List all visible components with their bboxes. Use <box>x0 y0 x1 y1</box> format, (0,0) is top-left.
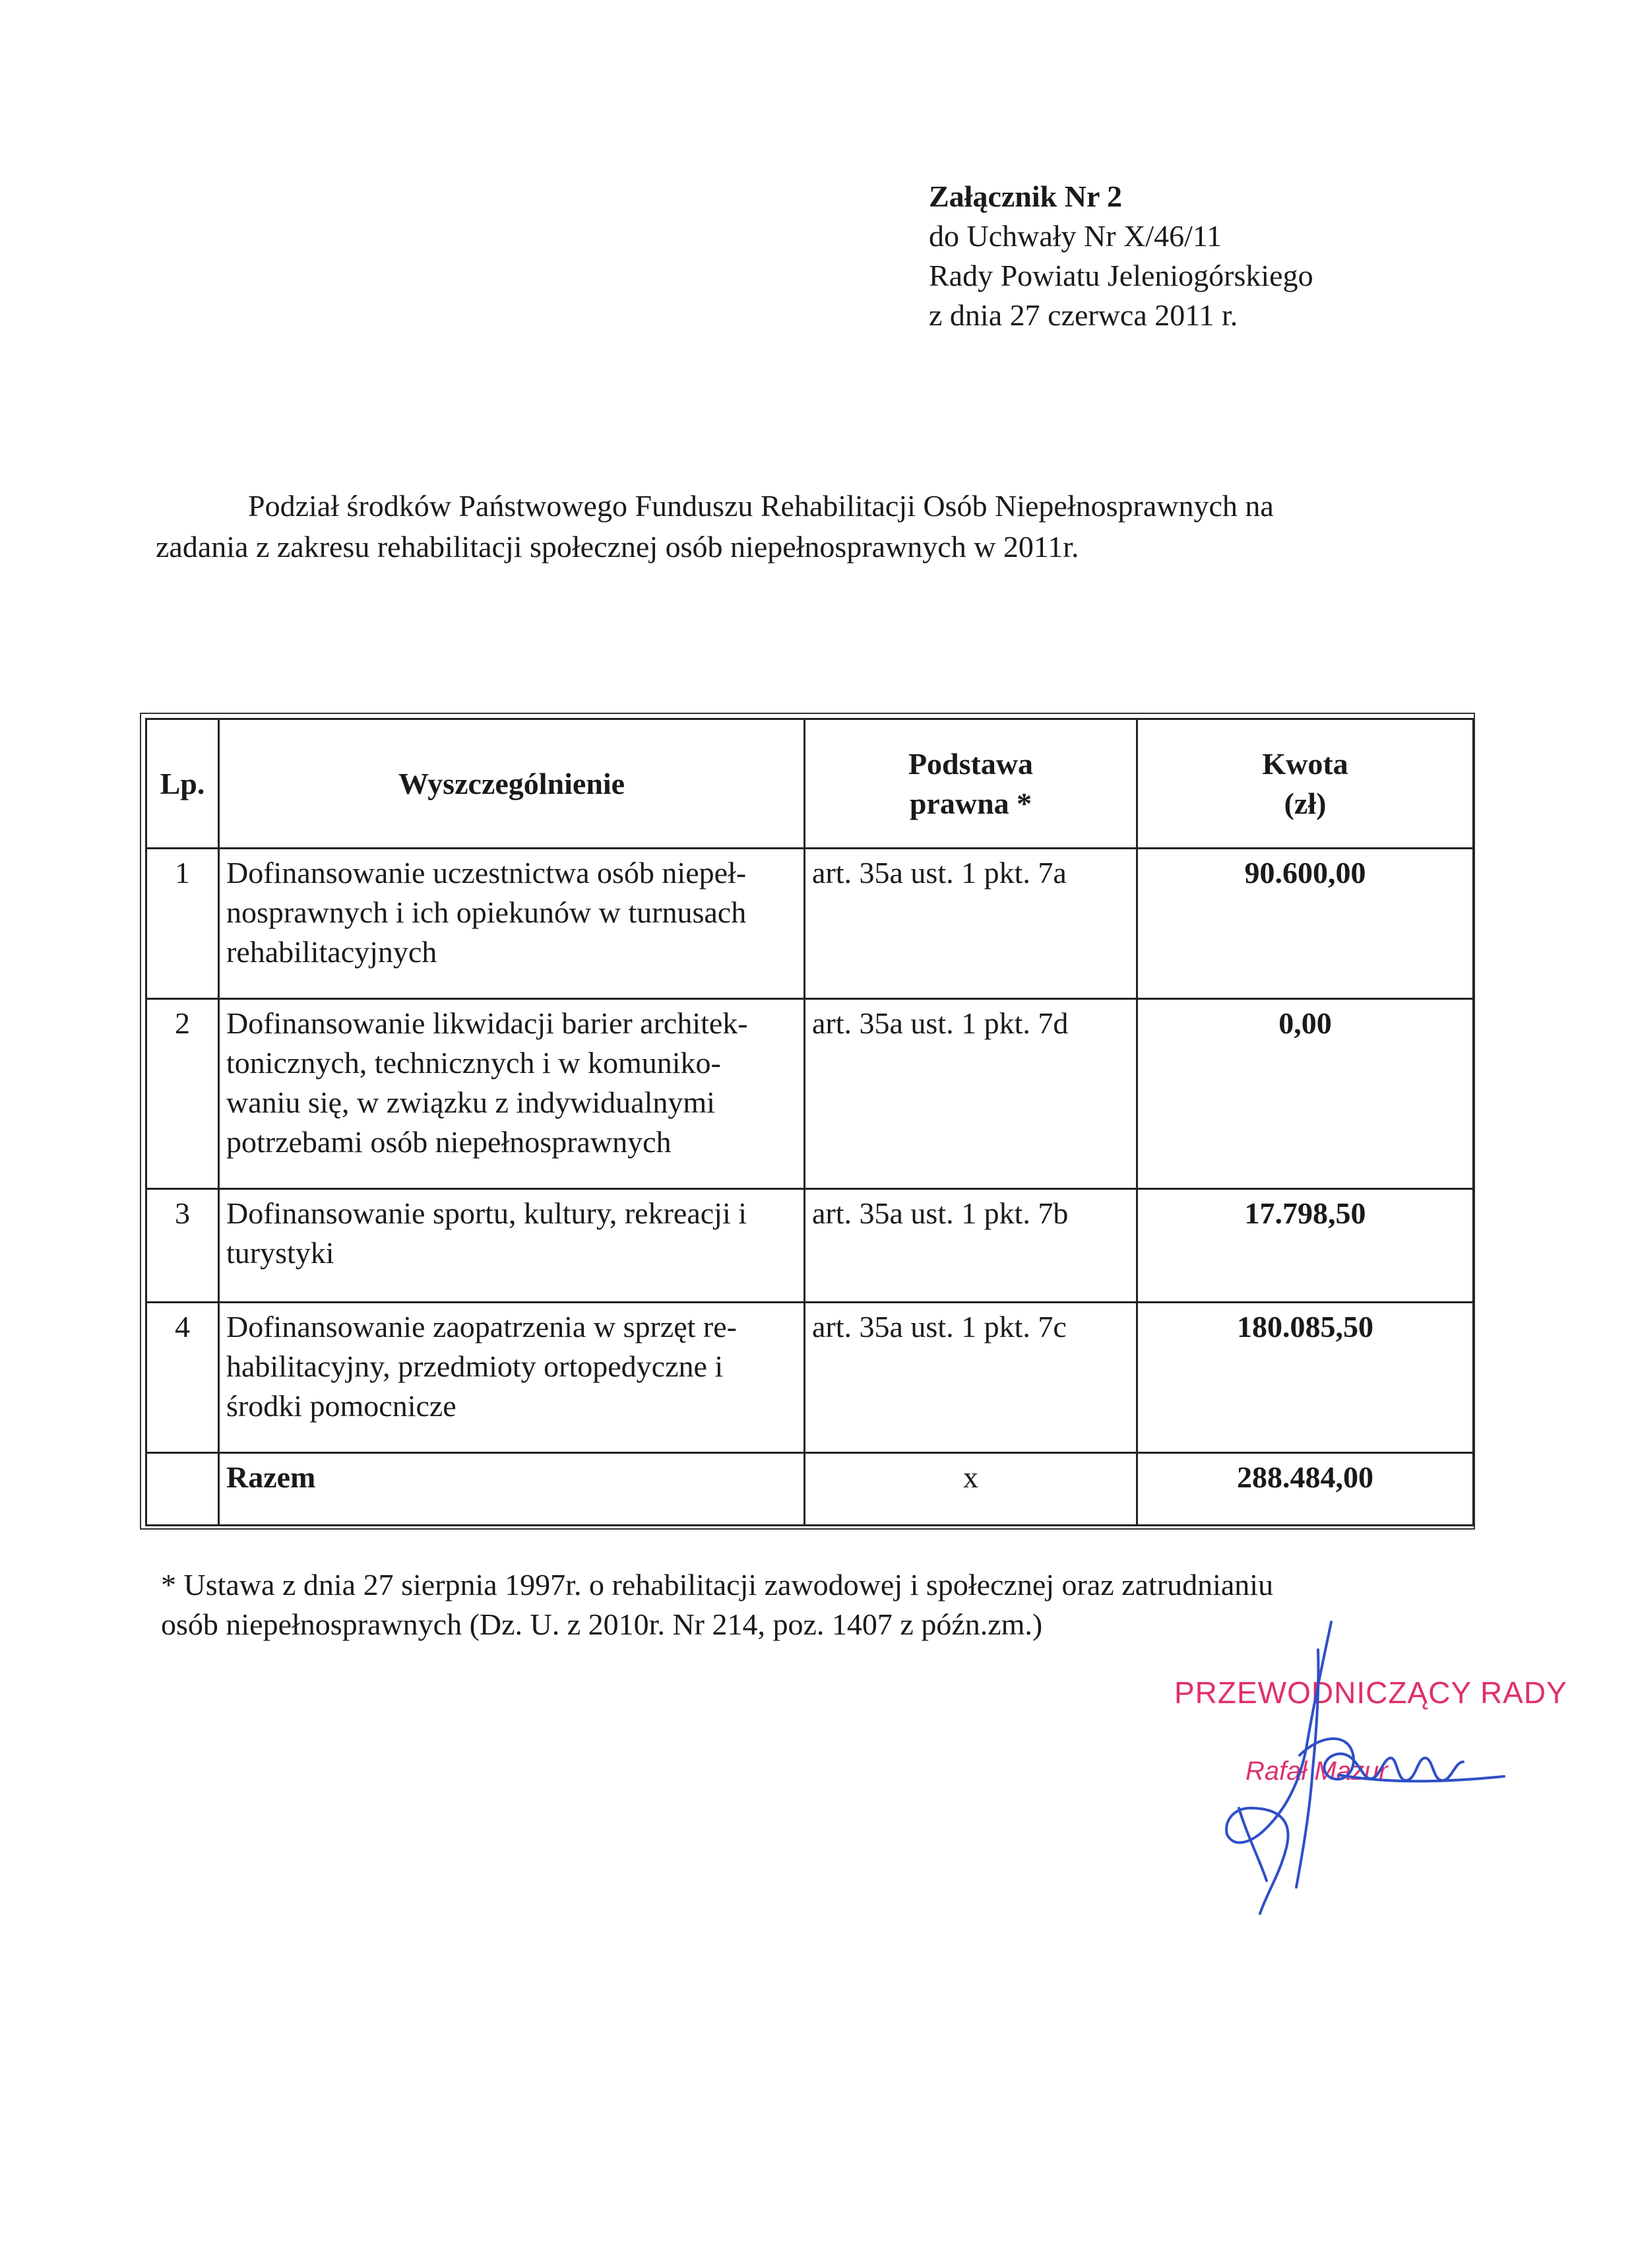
resolution-reference: do Uchwały Nr X/46/11 <box>929 219 1222 253</box>
description-line: turystyki <box>226 1236 334 1270</box>
row-amount: 90.600,00 <box>1137 849 1474 999</box>
description-line: Dofinansowanie likwidacji barier architek- <box>226 1006 748 1040</box>
table-total-row <box>146 1453 1474 1526</box>
total-legal-basis: x <box>805 1453 1137 1526</box>
council-name: Rady Powiatu Jeleniogórskiego <box>929 259 1313 292</box>
total-row-number-empty <box>146 1453 219 1526</box>
description-line: waniu się, w związku z indywidualnymi <box>226 1085 715 1119</box>
row-number: 4 <box>146 1303 219 1453</box>
total-amount: 288.484,00 <box>1137 1453 1474 1526</box>
row-number: 1 <box>146 849 219 999</box>
row-number: 2 <box>146 999 219 1189</box>
description-line: Dofinansowanie uczestnictwa osób niepeł- <box>226 856 747 890</box>
allocation-table-frame <box>140 713 1475 1530</box>
description-line: nosprawnych i ich opiekunów w turnusach <box>226 895 747 929</box>
description-line: środki pomocnicze <box>226 1389 456 1423</box>
row-amount: 0,00 <box>1137 999 1474 1189</box>
row-number: 3 <box>146 1189 219 1303</box>
row-amount: 17.798,50 <box>1137 1189 1474 1303</box>
column-header-legal-basis <box>805 719 1137 849</box>
column-header-lp: Lp. <box>146 719 219 849</box>
table-row <box>146 999 1474 1189</box>
footnote-line: * Ustawa z dnia 27 sierpnia 1997r. o rehabilitacji zawodowej i społecznej oraz zatrudnianiu <box>161 1568 1274 1602</box>
header-line: Kwota <box>1262 746 1348 781</box>
row-legal-basis: art. 35a ust. 1 pkt. 7d <box>805 999 1137 1189</box>
row-legal-basis: art. 35a ust. 1 pkt. 7b <box>805 1189 1137 1303</box>
description-line: Dofinansowanie zaopatrzenia w sprzęt re- <box>226 1310 737 1344</box>
header-line: Podstawa <box>908 746 1034 781</box>
intro-line: Podział środków Państwowego Funduszu Rehabilitacji Osób Niepełnosprawnych na <box>248 489 1274 523</box>
table-row <box>146 849 1474 999</box>
description-line: rehabilitacyjnych <box>226 935 437 969</box>
row-description <box>219 1189 805 1303</box>
handwritten-signature <box>1187 1610 1517 1940</box>
table-row <box>146 1189 1474 1303</box>
footnote-line: osób niepełnosprawnych (Dz. U. z 2010r. Nr 214, poz. 1407 z późn.zm.) <box>161 1607 1043 1641</box>
table-header-row <box>146 719 1474 849</box>
table-row <box>146 1303 1474 1453</box>
resolution-date: z dnia 27 czerwca 2011 r. <box>929 298 1238 332</box>
signature-strokes <box>1226 1622 1504 1914</box>
row-description <box>219 849 805 999</box>
row-legal-basis: art. 35a ust. 1 pkt. 7a <box>805 849 1137 999</box>
header-line: prawna * <box>909 786 1032 820</box>
intro-line: zadania z zakresu rehabilitacji społecznej osób niepełnosprawnych w 2011r. <box>156 530 1079 564</box>
column-header-description: Wyszczególnienie <box>219 719 805 849</box>
row-amount: 180.085,50 <box>1137 1303 1474 1453</box>
row-description <box>219 999 805 1189</box>
stamp-title: PRZEWODNICZĄCY RADY <box>1174 1675 1567 1710</box>
description-line: tonicznych, technicznych i w komuniko- <box>226 1046 721 1080</box>
header-line: (zł) <box>1284 786 1327 820</box>
row-description <box>219 1303 805 1453</box>
allocation-table <box>145 718 1474 1526</box>
intro-paragraph <box>156 486 1409 567</box>
attachment-title: Załącznik Nr 2 <box>929 179 1123 213</box>
column-header-amount <box>1137 719 1474 849</box>
total-label: Razem <box>219 1453 805 1526</box>
stamp-name: Rafał Mazur <box>1245 1757 1388 1786</box>
attachment-header <box>929 177 1313 335</box>
description-line: potrzebami osób niepełnosprawnych <box>226 1125 672 1159</box>
description-line: habilitacyjny, przedmioty ortopedyczne i <box>226 1349 724 1383</box>
row-legal-basis: art. 35a ust. 1 pkt. 7c <box>805 1303 1137 1453</box>
description-line: Dofinansowanie sportu, kultury, rekreacji i <box>226 1196 747 1230</box>
